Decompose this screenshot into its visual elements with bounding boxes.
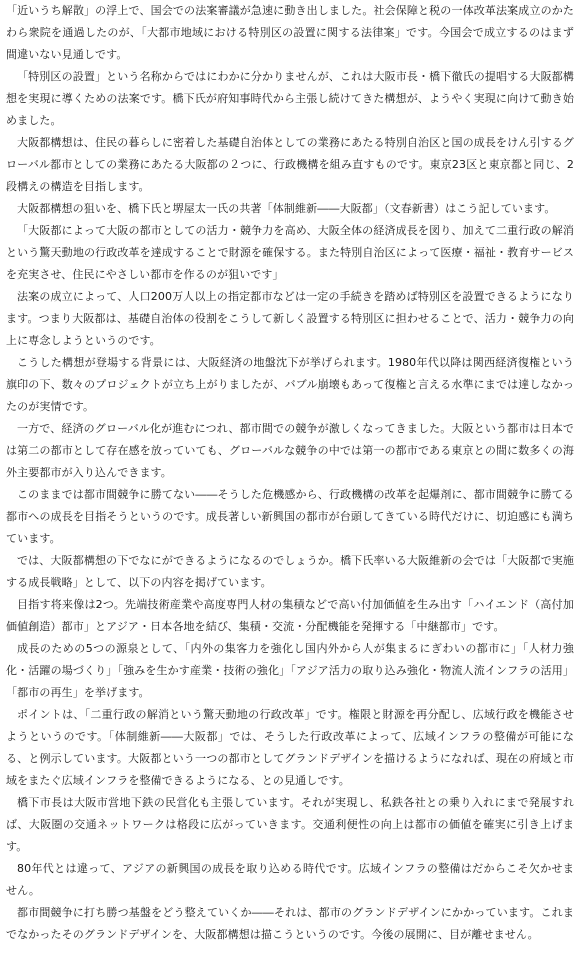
- paragraph: 成長のための5つの源泉として、「内外の集客力を強化し国内外から人が集まるにぎわいの都市に」「人材力強化・活躍の場づくり」「強みを生かす産業・技術の強化」「アジア活力の取り込み強化・物流人流インフラの活用」「都市の再生」を挙げます。: [6, 642, 574, 699]
- paragraph: 大阪都構想は、住民の暮らしに密着した基礎自治体としての業務にあたる特別自治区と国の成長をけん引するグローバル都市としての業務にあたる大阪都の２つに、行政機構を組み直すものです。東京23区と東京都と同じ、2段構えの構造を目指します。: [6, 136, 574, 193]
- paragraph: では、大阪都構想の下でなにができるようになるのでしょうか。橋下氏率いる大阪維新の会では「大阪都で実施する成長戦略」として、以下の内容を掲げています。: [6, 554, 574, 589]
- paragraph: 大阪都構想の狙いを、橋下氏と堺屋太一氏の共著「体制維新――大阪都」（文春新書）はこう記しています。: [17, 202, 556, 215]
- paragraph: 「近いうち解散」の浮上で、国会での法案審議が急速に動き出しました。社会保障と税の一体改革法案成立のかたわら衆院を通過したのが、「大都市地域における特別区の設置に関する法律案」です。今国会で成立するのはまず間違いない見通しです。: [6, 4, 574, 61]
- paragraph: 一方で、経済のグローバル化が進むにつれ、都市間での競争が激しくなってきました。大阪という都市は日本では第二の都市として存在感を放っていても、グローバルな競争の中では第一の都市である東京との間に数多くの海外主要都市が入り込んできます。: [6, 422, 574, 479]
- paragraph: 都市間競争に打ち勝つ基盤をどう整えていくか――それは、都市のグランドデザインにかかっています。これまでなかったそのグランドデザインを、大阪都構想は描こうというのです。今後の展開に、目が離せません。: [6, 906, 574, 941]
- paragraph: 法案の成立によって、人口200万人以上の指定都市などは一定の手続きを踏めば特別区を設置できるようになります。つまり大阪都は、基礎自治体の役割をこうして新しく設置する特別区に担わせることで、活力・競争力の向上に専念しようというのです。: [6, 290, 574, 347]
- paragraph: こうした構想が登場する背景には、大阪経済の地盤沈下が挙げられます。1980年代以降は関西経済復権という旗印の下、数々のプロジェクトが立ち上がりましたが、バブル崩壊もあって復権と言える水準にまでは達しなかったのが実情です。: [6, 356, 574, 413]
- paragraph: このままでは都市間競争に勝てない――そうした危機感から、行政機構の改革を起爆剤に、都市間競争に勝てる都市への成長を目指そうというのです。成長著しい新興国の都市が台頭してきている時代だけに、切迫感にも満ちています。: [6, 488, 574, 545]
- paragraph: 目指す将来像は2つ。先端技術産業や高度専門人材の集積などで高い付加価値を生み出す「ハイエンド（高付加価値創造）都市」とアジア・日本各地を結び、集積・交流・分配機能を発揮する「中継都市」です。: [6, 598, 574, 633]
- paragraph: 80年代とは違って、アジアの新興国の成長を取り込める時代です。広域インフラの整備はだからこそ欠かせません。: [6, 862, 574, 897]
- paragraph: ポイントは、「二重行政の解消という驚天動地の行政改革」です。権限と財源を再分配し、広域行政を機能させようというのです。「体制維新――大阪都」では、そうした行政改革によって、広域インフラの整備が可能になる、と例示しています。大阪都という一つの都市としてグランドデザインを描けるようになれば、現在の府域と市域をまたぐ広域インフラを整備できるようになる、との見通しです。: [6, 708, 574, 787]
- paragraph: 橋下市長は大阪市営地下鉄の民営化も主張しています。それが実現し、私鉄各社との乗り入れにまで発展すれば、大阪圏の交通ネットワークは格段に広がっていきます。交通利便性の向上は都市の価値を確実に引き上げます。: [6, 796, 574, 853]
- paragraph: 「特別区の設置」という名称からではにわかに分かりませんが、これは大阪市長・橋下徹氏の提唱する大阪都構想を実現に導くための法案です。橋下氏が府知事時代から主張し続けてきた構想が、ようやく実現に向けて動き始めました。: [6, 70, 574, 127]
- quote-paragraph: 「大阪都によって大阪の都市としての活力・競争力を高め、大阪全体の経済成長を図り、加えて二重行政の解消という驚天動地の行政改革を達成することで財源を確保する。また特別自治区によって医療・福祉・教育サービスを充実させ、住民にやさしい都市を作るのが狙いです」: [6, 224, 574, 281]
